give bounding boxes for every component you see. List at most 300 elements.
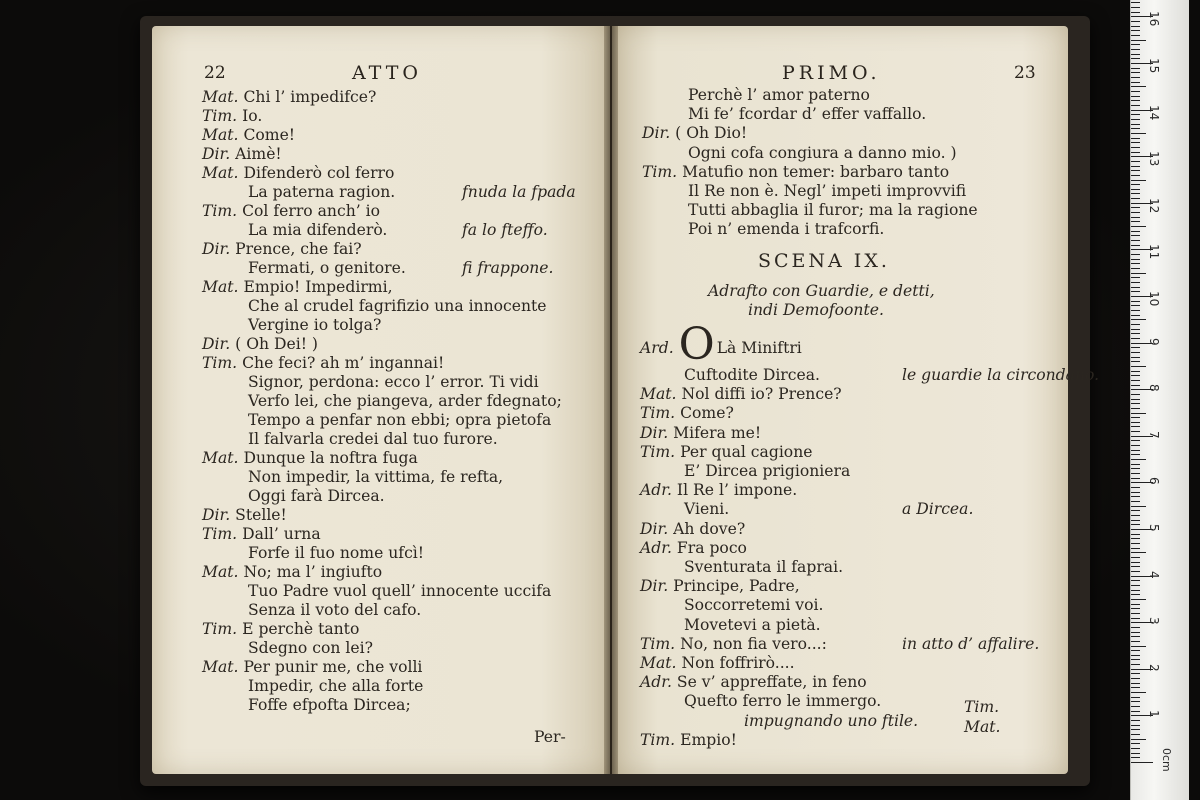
drop-cap: O — [678, 319, 715, 370]
ruler-tick — [1131, 692, 1146, 693]
verse-line — [688, 220, 884, 239]
ruler-tick — [1131, 408, 1140, 409]
speaker-label: Tim. — [640, 634, 676, 653]
verse-text: Stelle! — [235, 506, 287, 524]
speaker-label: Dir. — [202, 145, 231, 163]
ruler-tick — [1131, 245, 1140, 246]
verse-text: ( Oh Dei! ) — [235, 335, 319, 353]
verse-line — [248, 373, 539, 392]
ruler-tick — [1131, 100, 1140, 101]
verse-line — [640, 481, 797, 500]
verse-text: Oggi farà Dircea. — [248, 487, 385, 505]
speaker-label: Tim. — [202, 354, 238, 372]
verse-line — [248, 297, 547, 316]
ruler-tick — [1131, 762, 1153, 763]
ruler-tick — [1131, 566, 1140, 567]
verse-text: Foffe efpofta Dircea; — [248, 696, 411, 714]
ruler-tick — [1131, 557, 1140, 558]
verse-line — [642, 163, 949, 182]
left-page — [152, 26, 610, 774]
ruler-tick — [1131, 291, 1140, 292]
ruler-tick — [1131, 673, 1140, 674]
verse-text: Che feci? ah m’ ingannai! — [242, 354, 445, 372]
ruler-tick — [1131, 734, 1140, 735]
ruler-tick — [1131, 184, 1140, 185]
ruler-tick — [1131, 315, 1140, 316]
ruler-tick — [1131, 68, 1140, 69]
ruler-tick — [1131, 464, 1140, 465]
verse-text: No; ma l’ ingiufto — [243, 563, 383, 581]
ruler-tick — [1131, 445, 1140, 446]
speaker-label: Tim. — [642, 162, 678, 181]
ruler-tick — [1131, 739, 1146, 740]
ruler-tick — [1131, 711, 1140, 712]
ruler-tick — [1131, 119, 1140, 120]
verse-text: No, non fia vero...: — [680, 634, 827, 653]
ruler-tick — [1131, 142, 1140, 143]
page-number-right: 23 — [1014, 63, 1036, 83]
ruler-tick — [1131, 548, 1140, 549]
speaker-label: Mat. — [202, 126, 239, 144]
verse-text: Tutti abbaglia il furor; ma la ragione — [688, 201, 978, 220]
stage-direction: fi frappone. — [462, 259, 554, 277]
verse-text: Il Re non è. Negl’ impeti improvvifi — [688, 182, 967, 200]
ruler-tick — [1131, 380, 1140, 381]
speaker-label: Tim. — [640, 404, 676, 423]
verse-line — [248, 639, 373, 658]
verse-text: Vergine io tolga? — [248, 316, 382, 334]
ruler-tick — [1131, 357, 1140, 358]
ruler-tick — [1131, 189, 1140, 190]
ruler-tick — [1131, 585, 1140, 586]
verse-line — [688, 105, 926, 124]
ruler-tick — [1131, 366, 1146, 367]
catchword: Per- — [534, 728, 566, 746]
verse-text: Nol diffi io? Prence? — [681, 385, 842, 404]
verse-line — [684, 366, 820, 385]
verse-line — [688, 144, 957, 163]
ruler-tick — [1131, 7, 1140, 8]
verse-text: Se v’ appreffate, in feno — [676, 673, 867, 692]
ruler-tick — [1131, 226, 1146, 227]
ruler-tick — [1131, 743, 1140, 744]
verse-line — [202, 240, 362, 259]
speaker-label: Adr. — [640, 538, 672, 557]
ruler-tick — [1131, 422, 1140, 423]
verse-line — [684, 462, 850, 481]
ruler-tick — [1131, 240, 1140, 241]
verse-text: Quefto ferro le immergo. — [684, 692, 882, 711]
ruler-tick — [1131, 310, 1140, 311]
verse-text: Ah dove? — [673, 519, 746, 538]
ruler-tick — [1131, 375, 1140, 376]
ruler-tick — [1131, 259, 1140, 260]
ruler-tick — [1131, 40, 1146, 41]
ruler-tick — [1131, 277, 1140, 278]
verse-text: Empio! Impedirmi, — [243, 278, 393, 296]
ruler-number: 5 — [1147, 524, 1161, 532]
speaker-label: Dir. — [640, 577, 669, 596]
verse-text: Non impedir, la vittima, fe refta, — [248, 468, 504, 486]
ruler-tick — [1131, 431, 1140, 432]
ruler-tick — [1131, 701, 1140, 702]
verse-line — [248, 392, 562, 411]
verse-text: Che al crudel fagrifizio una innocente — [248, 297, 547, 315]
verse-line — [248, 316, 381, 335]
verse-text: Signor, perdona: ecco l’ error. Ti vidi — [248, 373, 539, 391]
ruler-tick — [1131, 655, 1140, 656]
ruler-tick — [1131, 385, 1140, 386]
ruler-tick — [1131, 492, 1140, 493]
ruler-tick — [1131, 459, 1146, 460]
ruler-tick — [1131, 105, 1140, 106]
ruler-number: 11 — [1147, 244, 1161, 260]
ruler-tick — [1131, 478, 1140, 479]
ruler-number: 10 — [1147, 291, 1161, 307]
verse-text: Come! — [243, 126, 296, 144]
ruler-tick — [1131, 180, 1146, 181]
speaker-label: Mat. — [640, 654, 677, 672]
verse-line — [248, 582, 551, 601]
page-number-left: 22 — [204, 63, 226, 83]
ruler-tick — [1131, 646, 1146, 647]
verse-line — [248, 544, 424, 563]
ruler-tick — [1131, 319, 1146, 320]
ruler-tick — [1131, 413, 1146, 414]
verse-text: Senza il voto del cafo. — [248, 601, 422, 619]
ruler-tick — [1131, 44, 1140, 45]
stage-direction: impugnando uno ftile. — [744, 711, 919, 730]
verse-line — [640, 635, 827, 654]
ruler-tick — [1131, 590, 1140, 591]
speaker-label: Mat. — [202, 658, 239, 676]
verse-text: Poi n’ emenda i trafcorfi. — [688, 220, 885, 239]
ruler-number: 12 — [1147, 197, 1161, 214]
speaker-label: Mat. — [202, 563, 239, 581]
ruler-tick — [1131, 30, 1140, 31]
measuring-ruler — [1130, 0, 1189, 800]
verse-line — [202, 658, 422, 677]
ruler-tick — [1131, 753, 1140, 754]
speaker-label: Dir. — [640, 519, 669, 538]
book-gutter — [604, 26, 618, 774]
scene-title: SCENA IX. — [758, 250, 890, 272]
ruler-tick — [1131, 329, 1140, 330]
ruler-number: 6 — [1147, 477, 1161, 486]
ruler-tick — [1131, 613, 1140, 614]
verse-line — [202, 525, 321, 544]
verse-text: Come? — [680, 404, 734, 423]
ruler-tick — [1131, 282, 1140, 283]
verse-text: Aimè! — [235, 145, 282, 163]
ruler-tick — [1131, 273, 1146, 274]
ruler-tick — [1131, 641, 1140, 642]
verse-text: Fra poco — [676, 538, 747, 557]
verse-line — [202, 107, 262, 126]
ruler-tick — [1131, 664, 1140, 665]
ruler-tick — [1131, 618, 1140, 619]
verse-line — [202, 563, 382, 582]
verse-line — [640, 577, 800, 596]
speaker-label: Tim. — [202, 202, 238, 220]
verse-text: Empio! — [680, 730, 737, 749]
ruler-tick — [1131, 324, 1140, 325]
speaker-label: Tim. — [202, 620, 238, 638]
ruler-tick — [1131, 678, 1140, 679]
ruler-tick — [1131, 35, 1140, 36]
verse-text: Tempo a penfar non ebbi; opra pietofa — [248, 411, 552, 429]
ruler-tick — [1131, 720, 1140, 721]
ruler-tick — [1131, 254, 1140, 255]
ruler-tick — [1131, 338, 1140, 339]
verse-line — [688, 182, 966, 201]
verse-line — [248, 601, 421, 620]
verse-line — [202, 88, 376, 107]
ruler-tick — [1131, 12, 1140, 13]
speaker-label: Tim. — [640, 442, 676, 461]
verse-text: Sventurata il faprai. — [684, 558, 844, 576]
verse-text: Forfe il fuo nome ufcì! — [248, 544, 425, 562]
stage-direction: fa lo fteffo. — [462, 221, 548, 239]
ruler-tick — [1131, 96, 1140, 97]
speaker-label: Mat. — [202, 278, 239, 296]
ruler-tick — [1131, 49, 1140, 50]
catchword-2: Mat. — [964, 718, 1001, 736]
ruler-tick — [1131, 193, 1140, 194]
verse-text: Prence, che fai? — [235, 240, 362, 258]
speaker-label: Tim. — [640, 730, 676, 749]
ruler-tick — [1131, 687, 1140, 688]
ruler-tick — [1131, 54, 1140, 55]
first-speech-line — [640, 319, 802, 370]
ruler-tick — [1131, 124, 1140, 125]
ruler-number: 3 — [1147, 617, 1161, 625]
verse-line — [688, 86, 870, 105]
verse-line — [202, 506, 287, 525]
speaker-label: Tim. — [202, 525, 238, 543]
ruler-tick — [1131, 725, 1140, 726]
verse-text: Dall’ urna — [242, 525, 321, 543]
verse-text: Il falvarla credei dal tuo furore. — [248, 430, 498, 448]
ruler-tick — [1131, 166, 1140, 167]
verse-text: Mifera me! — [673, 423, 762, 442]
verse-line — [248, 430, 498, 449]
ruler-tick — [1131, 268, 1140, 269]
ruler-tick — [1131, 21, 1140, 22]
ruler-tick — [1131, 706, 1140, 707]
verse-text: Difenderò col ferro — [243, 164, 395, 182]
verse-text: Fermati, o genitore. — [248, 259, 406, 277]
ruler-tick — [1131, 371, 1140, 372]
verse-text: Movetevi a pietà. — [684, 615, 821, 634]
ruler-number: 16 — [1147, 11, 1161, 27]
ruler-number: 15 — [1147, 58, 1161, 74]
speaker-label: Mat. — [202, 88, 239, 106]
verse-line — [202, 335, 318, 354]
ruler-tick — [1131, 403, 1140, 404]
verse-line — [248, 696, 411, 715]
ruler-number: 7 — [1147, 430, 1161, 439]
ruler-tick — [1131, 468, 1140, 469]
ruler-tick — [1131, 58, 1140, 59]
speaker-label: Dir. — [640, 423, 669, 442]
ruler-tick — [1131, 86, 1146, 87]
ruler-tick — [1131, 627, 1140, 628]
ruler-tick — [1131, 510, 1140, 511]
verse-line — [248, 183, 395, 202]
verse-line — [202, 126, 295, 145]
ruler-number: 13 — [1147, 151, 1161, 167]
verse-text: Principe, Padre, — [673, 577, 800, 596]
ruler-tick — [1131, 729, 1140, 730]
ruler-tick — [1131, 426, 1140, 427]
ruler-tick — [1131, 221, 1140, 222]
speaker-label: Dir. — [202, 240, 231, 258]
ruler-tick — [1131, 524, 1140, 525]
ruler-tick — [1131, 599, 1146, 600]
speaker-label: Ard. — [640, 339, 674, 357]
ruler-tick — [1131, 552, 1146, 553]
ruler-number: 1 — [1147, 710, 1161, 719]
scene-description-1: Adrafto con Guardie, e detti, — [708, 282, 935, 300]
ruler-tick — [1131, 287, 1140, 288]
scene-description-2: indi Demofoonte. — [748, 301, 884, 319]
ruler-tick — [1131, 440, 1140, 441]
ruler-tick — [1131, 114, 1140, 115]
ruler-tick — [1131, 748, 1140, 749]
verse-text: Non foffrirò.... — [681, 654, 795, 672]
ruler-unit: 0cm — [1160, 748, 1173, 772]
verse-line — [202, 164, 394, 183]
ruler-tick — [1131, 636, 1140, 637]
verse-line — [684, 558, 843, 577]
ruler-tick — [1131, 697, 1140, 698]
speaker-label: Mat. — [202, 449, 239, 467]
speaker-label: Mat. — [640, 385, 677, 404]
ruler-tick — [1131, 487, 1140, 488]
verse-line — [684, 500, 729, 519]
verse-text: Il Re l’ impone. — [676, 481, 798, 500]
ruler-tick — [1131, 235, 1140, 236]
verse-text: Tuo Padre vuol quell’ innocente uccifa — [248, 582, 552, 600]
ruler-tick — [1131, 333, 1140, 334]
ruler-tick — [1131, 147, 1140, 148]
speaker-label: Dir. — [642, 124, 671, 143]
speaker-label: Mat. — [202, 164, 239, 182]
ruler-tick — [1131, 138, 1140, 139]
ruler-number: 9 — [1147, 337, 1161, 346]
verse-text: Verfo lei, che piangeva, arder fdegnato; — [248, 392, 562, 410]
verse-line — [684, 616, 821, 635]
ruler-tick — [1131, 496, 1140, 497]
ruler-tick — [1131, 417, 1140, 418]
verse-text: Cuftodite Dircea. — [684, 366, 820, 384]
ruler-tick — [1131, 594, 1140, 595]
ruler-tick — [1131, 133, 1146, 134]
verse-text: Per qual cagione — [680, 442, 813, 461]
verse-text: Matufio non temer: barbaro tanto — [682, 162, 950, 181]
ruler-tick — [1131, 91, 1140, 92]
ruler-tick — [1131, 231, 1140, 232]
ruler-tick — [1131, 604, 1140, 605]
ruler-tick — [1131, 26, 1140, 27]
ruler-tick — [1131, 152, 1140, 153]
first-speech-text: Là Miniftri — [716, 339, 802, 357]
ruler-tick — [1131, 580, 1140, 581]
verse-text: E perchè tanto — [242, 620, 360, 638]
verse-text: Dunque la noftra fuga — [243, 449, 418, 467]
verse-text: Impedir, che alla forte — [248, 677, 424, 695]
stage-direction: le guardie la circondano. — [902, 366, 1100, 384]
right-page — [612, 26, 1100, 774]
ruler-tick — [1131, 361, 1140, 362]
speaker-label: Tim. — [202, 107, 238, 125]
verse-line — [248, 221, 387, 240]
verse-line — [202, 620, 359, 639]
verse-line — [640, 539, 747, 558]
verse-text: Per punir me, che volli — [243, 658, 423, 676]
verse-line — [248, 487, 385, 506]
ruler-tick — [1131, 352, 1140, 353]
ruler-tick — [1131, 347, 1140, 348]
verse-text: Chi l’ impedifce? — [243, 88, 377, 106]
ruler-tick — [1131, 571, 1140, 572]
ruler-tick — [1131, 72, 1140, 73]
verse-text: Perchè l’ amor paterno — [688, 86, 870, 104]
ruler-tick — [1131, 77, 1140, 78]
ruler-tick — [1131, 659, 1140, 660]
verse-line — [202, 145, 282, 164]
ruler-tick — [1131, 170, 1140, 171]
ruler-tick — [1131, 683, 1140, 684]
verse-line — [640, 520, 745, 539]
verse-line — [640, 424, 761, 443]
verse-text: Col ferro anch’ io — [242, 202, 381, 220]
ruler-tick — [1131, 543, 1140, 544]
ruler-tick — [1131, 520, 1140, 521]
stage-direction: in atto d’ affalire. — [902, 634, 1040, 653]
verse-line — [248, 468, 503, 487]
ruler-tick — [1131, 534, 1140, 535]
ruler-tick — [1131, 212, 1140, 213]
verse-line — [640, 673, 867, 692]
speaker-label: Dir. — [202, 335, 231, 353]
ruler-tick — [1131, 450, 1140, 451]
ruler-tick — [1131, 608, 1140, 609]
ruler-tick — [1131, 399, 1140, 400]
ruler-tick — [1131, 538, 1140, 539]
ruler-tick — [1131, 515, 1140, 516]
catchword-1: Tim. — [964, 698, 1000, 716]
speaker-label: Adr. — [640, 481, 672, 500]
stage-direction: a Dircea. — [902, 500, 974, 519]
ruler-tick — [1131, 175, 1140, 176]
verse-text: Sdegno con lei? — [248, 639, 373, 657]
verse-text: Io. — [242, 107, 263, 125]
ruler-tick — [1131, 562, 1140, 563]
ruler-number: 8 — [1147, 384, 1161, 392]
verse-text: Mi fe’ fcordar d’ effer vaffallo. — [688, 105, 927, 124]
verse-line — [688, 201, 978, 220]
verse-line — [640, 731, 737, 750]
ruler-tick — [1131, 501, 1140, 502]
verse-line — [202, 354, 444, 373]
verse-line — [640, 404, 734, 423]
verse-text: Vieni. — [684, 500, 730, 519]
ruler-tick — [1131, 263, 1140, 264]
verse-text: Ogni cofa congiura a danno mio. ) — [688, 143, 957, 162]
running-head-left: ATTO — [352, 62, 422, 84]
